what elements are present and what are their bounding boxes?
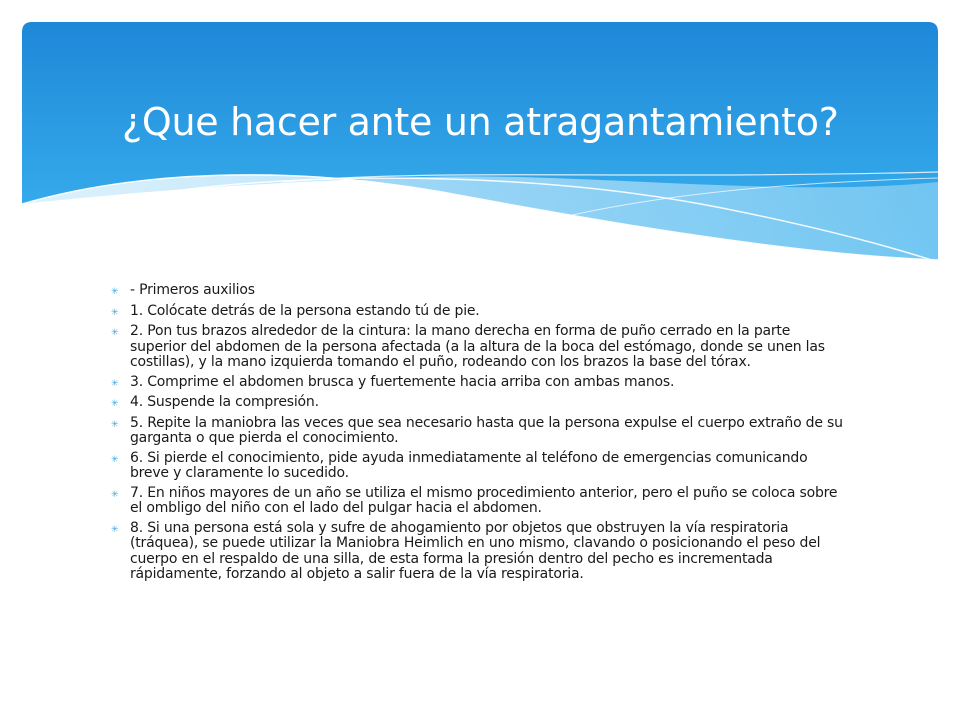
list-item-text: 7. En niños mayores de un año se utiliza el mismo procedimiento anterior, pero el puño se coloca sobre el ombligo del niño con el lado del pulgar hacia el abdomen. — [130, 484, 838, 516]
list-item — [111, 324, 846, 371]
list-item — [111, 416, 846, 447]
bullet-star-icon: ✳ — [111, 306, 119, 317]
title-banner — [22, 22, 938, 272]
bullet-star-icon: ✳ — [111, 327, 119, 337]
list-item — [111, 304, 846, 321]
list-item-text: 8. Si una persona está sola y sufre de ahogamiento por objetos que obstruyen la vía respiratoria (tráquea), se puede utilizar la Maniobra Heimlich en uno mismo, clavando o posicionando el peso del cuerpo en el respaldo de una silla, de esta forma la presión dentro del pecho es incrementada rápidamente, forzando al objeto a salir fuera de la vía respiratoria. — [130, 519, 821, 582]
list-item-text: 5. Repite la maniobra las veces que sea necesario hasta que la persona expulse el cuerpo extraño de su garganta o que pierda el conocimiento. — [130, 414, 843, 446]
bullet-star-icon: ✳ — [111, 453, 119, 464]
wave-header-graphic — [22, 22, 938, 272]
list-item — [111, 395, 846, 412]
bullet-star-icon: ✳ — [111, 286, 119, 296]
bullet-star-icon: ✳ — [111, 523, 119, 534]
list-item-text: - Primeros auxilios — [130, 282, 255, 298]
list-item-text: 6. Si pierde el conocimiento, pide ayuda inmediatamente al teléfono de emergencias comunicando breve y claramente lo sucedido. — [130, 449, 808, 481]
list-item — [111, 375, 846, 392]
list-item-text: 4. Suspende la compresión. — [130, 394, 319, 410]
list-item — [111, 486, 846, 517]
bullet-star-icon: ✳ — [111, 418, 119, 429]
bullet-star-icon: ✳ — [111, 488, 119, 499]
slide-title: ¿Que hacer ante un atragantamiento? — [122, 100, 839, 144]
list-item-text: 2. Pon tus brazos alrededor de la cintura: la mano derecha en forma de puño cerrado en la parte superior del abdomen de la persona afectada (a la altura de la boca del estómago, donde se unen las costillas), y la mano izquierda tomando el puño, rodeando con los brazos la base del tórax. — [130, 323, 825, 370]
bullet-star-icon: ✳ — [111, 377, 119, 388]
list-item — [111, 283, 846, 300]
bullet-star-icon: ✳ — [111, 398, 119, 408]
list-item-text: 1. Colócate detrás de la persona estando tú de pie. — [130, 302, 480, 319]
list-item — [111, 521, 846, 583]
bullet-list — [111, 283, 846, 587]
list-item-text: 3. Comprime el abdomen brusca y fuertemente hacia arriba con ambas manos. — [130, 373, 675, 390]
list-item — [111, 451, 846, 482]
